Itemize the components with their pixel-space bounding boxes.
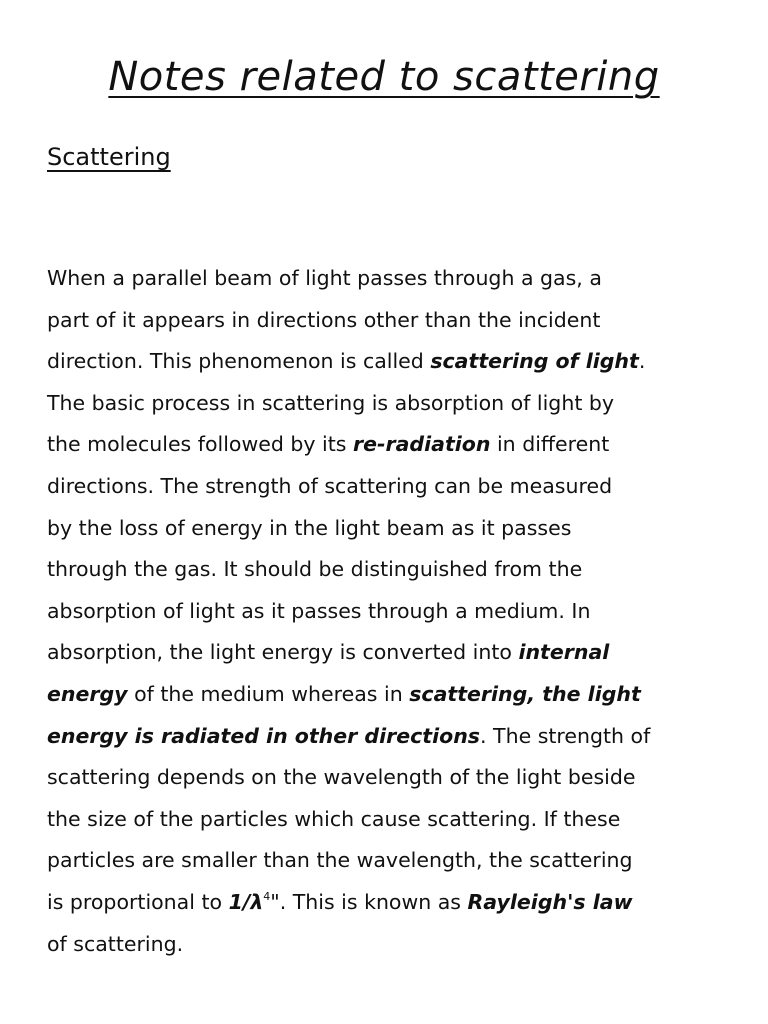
emphasis-term: Rayleigh's law <box>467 889 633 914</box>
formula: 1/λ <box>228 889 264 914</box>
text-line: absorption of light as it passes through a medium. In <box>47 598 591 623</box>
text-line: the molecules followed by its re-radiation in different <box>47 432 610 457</box>
body-paragraph <box>47 258 737 965</box>
emphasis-term: internal <box>518 640 610 665</box>
text-line: When a parallel beam of light passes through a gas, a <box>47 266 602 290</box>
page-title: Notes related to scattering <box>108 54 660 100</box>
text-line: scattering depends on the wavelength of the light beside <box>47 765 636 790</box>
text-line: is proportional to $1/\lambda^4$". This is known as Rayleigh's law <box>47 889 633 914</box>
emphasis-term: energy <box>47 681 128 706</box>
text-line: energy is radiated in other directions. The strength of <box>47 723 651 748</box>
text-line: through the gas. It should be distinguished from the <box>47 557 583 582</box>
text-line: by the loss of energy in the light beam as it passes <box>47 515 572 540</box>
text-line: absorption, the light energy is converted into internal <box>47 640 610 665</box>
text-line: directions. The strength of scattering can be measured <box>47 473 613 498</box>
section-heading: Scattering <box>47 143 171 171</box>
text-line: energy of the medium whereas in scattering, the light <box>47 681 641 706</box>
text-line: direction. This phenomenon is called scattering of light. <box>47 349 646 374</box>
text-line: part of it appears in directions other than the incident <box>47 307 601 332</box>
text-line: particles are smaller than the wavelength, the scattering <box>47 848 633 873</box>
emphasis-term: energy is radiated in other directions <box>47 723 481 748</box>
emphasis-term: scattering, the light <box>409 681 641 706</box>
emphasis-term: re-radiation <box>352 432 491 457</box>
text-line: the size of the particles which cause scattering. If these <box>47 806 621 831</box>
text-line: of scattering. <box>47 931 184 956</box>
formula-exponent: 4 <box>263 889 271 903</box>
text-line: The basic process in scattering is absorption of light by <box>47 390 615 415</box>
emphasis-term: scattering of light <box>430 349 639 374</box>
